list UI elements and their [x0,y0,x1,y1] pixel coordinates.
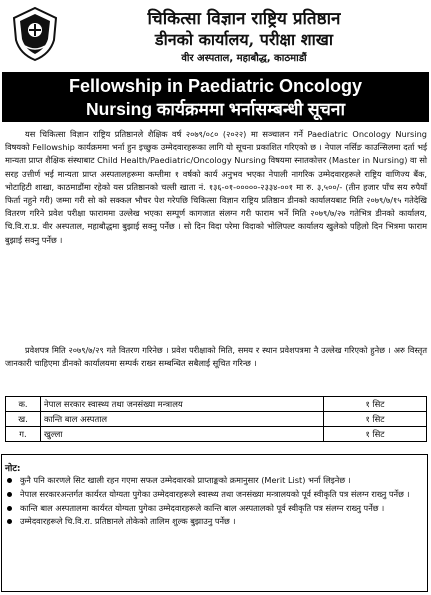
org-name: चिकित्सा विज्ञान राष्ट्रिय प्रतिष्ठान [147,9,341,29]
note-text: नेपाल सरकारअन्तर्गत कार्यरत योग्यता पुगेका उम्मेदवारहरूले स्वास्थ्य तथा जनसंख्या मन्त्रालयको पूर्व स्वीकृति पत्र संलग्न राख्नु पर्नेछ । [20,488,410,499]
bullet-icon [7,519,12,524]
note-text: उम्मेदवारहरूले चि.वि.रा. प्रतिष्ठानले तोकेको तालिम शुल्क बुझाउनु पर्नेछ । [20,516,236,527]
bullet-icon [7,492,12,497]
seat-institution: खुल्ला [41,427,324,442]
note-text: कान्ति बाल अस्पतालमा कार्यरत योग्यता पुगेका उम्मेदवारहरूले कान्ति बाल अस्पतालको पूर्व स्वीकृति पत्र संलग्न राख्नु पर्नेछ । [20,502,385,513]
list-item [4,502,424,515]
notice-title-banner [2,72,429,122]
paragraph-eligibility: यस चिकित्सा विज्ञान राष्ट्रिय प्रतिष्ठानले शैक्षिक वर्ष २०७९/०८० (२०२२) मा सञ्चालन गर्ने Paediatric Oncology Nursing विषयको Fellowship कार्यक्रममा भर्ना हुन इच्छुक उम्मेदवारहरूका लागि यो सूचना प्रकाशित गरिएको छ । नेपाल नर्सिङ काउन्सिलमा दर्ता भई मान्यता प्राप्त शैक्षिक संस्थाबाट Child Health/Paediatric/Oncology Nursing विषयमा स्नातकोत्तर (Master in Nursing) वा सो सरह उत्तीर्ण भई मान्यता प्राप्त अस्पतालहरूमा कम्तीमा १ वर्षको कार्य अनुभव भएका नेपाली नागरिक उम्मेदवारहरूले राष्ट्रिय वाणिज्य बैंक, भोटाहिटी शाखा, काठमाडौंमा रहेको यस प्रतिष्ठानको चल्ती खाता नं. १३६-०१-०००००-२३३४-००१ मा रु. ३,५००/- (तीन हजार पाँच सय रुपैयाँ फिर्ता नहुने गरी) जम्मा गरी सो को सक्कल भौचर पेश गरेपछि चिकित्सा विज्ञान राष्ट्रिय प्रतिष्ठान डीनको कार्यालयबाट मिति २०७९/७/१५ गतेदेखि वितरण गरिने प्रवेश परीक्षा फाराममा उल्लेख भएका सम्पूर्ण कागजात संलग्न गरी फाराम भर्ने मिति २०७९/७/२७ गतेभित्र डीनको कार्यालय, चि.वि.रा.प्र. वीर अस्पताल, महाबौद्धमा बुझाई सक्नु पर्नेछ । सो दिन विदा परेमा विदाको भोलिपल्ट कार्यालय खुलेको पहिलो दिन भित्रमा फाराम बुझाई सक्नु पर्नेछ । [5,129,427,245]
seat-index: क. [6,397,41,412]
seat-count: १ सिट [324,427,427,442]
office-address: वीर अस्पताल, महाबौद्ध, काठमाडौं [181,53,307,64]
notice-title-line-1: Fellowship in Paediatric Oncology [68,76,363,96]
seat-count: १ सिट [324,397,427,412]
table-row [6,427,427,442]
seat-table [5,396,427,442]
bullet-icon [7,478,12,483]
notes-heading: नोट: [5,464,21,474]
table-row [6,397,427,412]
table-row [6,412,427,427]
note-text: कुनै पनि कारणले सिट खाली रहन गएमा सफल उम्मेदवारको प्राप्ताङ्कको क्रमानुसार (Merit List) भर्ना लिइनेछ । [20,475,351,485]
notes-list [4,474,424,529]
list-item [4,488,424,501]
notice-title-line-2: Nursing कार्यक्रममा भर्नासम्बन्धी सूचना [85,99,346,119]
seat-index: ग. [6,427,41,442]
seat-index: ख. [6,412,41,427]
office-name: डीनको कार्यालय, परीक्षा शाखा [155,30,333,49]
bullet-icon [7,506,12,511]
seat-count: १ सिट [324,412,427,427]
seat-institution: कान्ति बाल अस्पताल [41,412,324,427]
paragraph-admit-card: प्रवेशपत्र मिति २०७९/७/२९ गते वितरण गरिनेछ । प्रवेश परीक्षाको मिति, समय र स्थान प्रवेशपत्रमा नै उल्लेख गरिएको हुनेछ । अरु विस्तृत जानकारी चाहिएमा डीनको कार्यालयमा सम्पर्क राख्न सम्बन्धित सबैलाई सूचित गरिन्छ । [5,345,427,369]
list-item [4,515,424,528]
institution-emblem-icon [10,6,60,62]
seat-institution: नेपाल सरकार स्वास्थ्य तथा जनसंख्या मन्त्रालय [41,397,324,412]
list-item [4,474,424,487]
